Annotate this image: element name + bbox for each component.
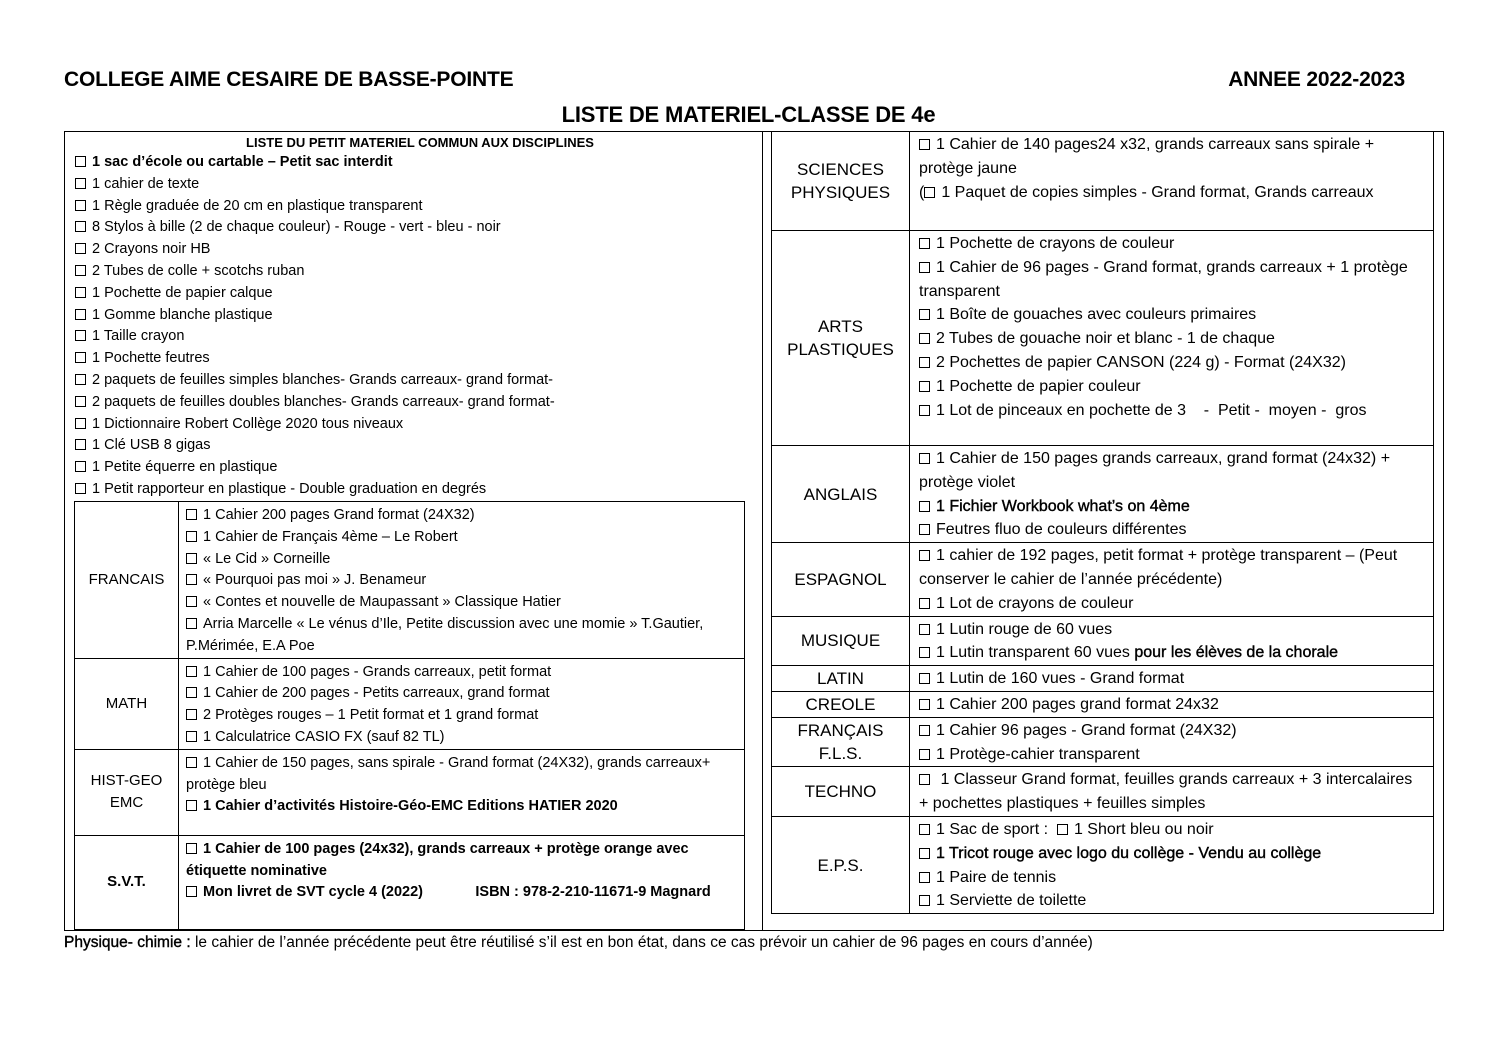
checkbox-icon — [186, 886, 197, 897]
list-item: 1 Cahier de 150 pages, sans spirale - Grand format (24X32), grands carreaux+ protège bleu — [186, 754, 711, 793]
checkbox-icon — [1057, 824, 1068, 835]
list-item: 2 paquets de feuilles doubles blanches- Grands carreaux- grand format- — [75, 392, 755, 414]
checkbox-icon — [75, 374, 86, 385]
checkbox-icon — [75, 221, 86, 232]
checkbox-icon — [75, 330, 86, 341]
checkbox-icon — [186, 709, 197, 720]
school-name: COLLEGE AIME CESAIRE DE BASSE-POINTE — [64, 68, 514, 91]
common-materials-title: LISTE DU PETIT MATERIEL COMMUN AUX DISCIPLINES — [246, 135, 594, 150]
page-title: LISTE DE MATERIEL-CLASSE DE 4e — [561, 102, 936, 127]
list-item: 1 Cahier 200 pages Grand format (24X32) — [186, 505, 738, 527]
footnote — [64, 934, 1093, 952]
list-item: 1 Gomme blanche plastique — [75, 305, 755, 327]
list-item: « Pourquoi pas moi » J. Benameur — [186, 570, 738, 592]
checkbox-icon — [186, 618, 197, 629]
subject-content — [910, 543, 1434, 616]
checkbox-icon — [186, 687, 197, 698]
subject-content — [910, 616, 1434, 666]
list-item: 1 cahier de texte — [75, 174, 755, 196]
subject-arts-plastiques: ARTS PLASTIQUES — [772, 231, 910, 446]
checkbox-icon — [919, 624, 930, 635]
list-item: ( 1 Paquet de copies simples - Grand format, Grands carreaux — [919, 183, 1374, 201]
list-item: 1 Pochette de papier couleur — [919, 375, 1425, 399]
list-item: 1 Serviette de toilette — [919, 889, 1425, 913]
list-item: 2 Crayons noir HB — [75, 239, 755, 261]
subject-content — [910, 691, 1434, 717]
table-row — [75, 749, 745, 835]
list-item: 1 Cahier de Français 4ème – Le Robert — [186, 527, 738, 549]
checkbox-icon — [919, 453, 930, 464]
checkbox-icon — [919, 381, 930, 392]
checkbox-icon — [75, 352, 86, 363]
checkbox-icon — [186, 509, 197, 520]
list-item: 2 paquets de feuilles simples blanches- Grands carreaux- grand format- — [75, 370, 755, 392]
checkbox-icon — [919, 501, 930, 512]
checkbox-icon — [919, 550, 930, 561]
list-item: 1 Cahier 96 pages - Grand format (24X32) — [919, 719, 1425, 743]
list-item: 1 Lot de pinceaux en pochette de 3 - Petit - moyen - gros — [919, 399, 1425, 423]
list-item: 1 Lutin transparent 60 vues pour les élèves de la chorale — [919, 641, 1425, 665]
checkbox-icon — [186, 596, 197, 607]
subject-creole: CREOLE — [772, 691, 910, 717]
checkbox-icon — [924, 187, 935, 198]
subject-content — [179, 658, 745, 749]
list-item: 1 Lutin rouge de 60 vues — [919, 618, 1425, 642]
checkbox-icon — [919, 333, 930, 344]
table-row — [772, 717, 1434, 767]
school-year: ANNEE 2022-2023 — [1228, 68, 1405, 91]
list-item: 1 Cahier de 150 pages grands carreaux, grand format (24x32) + protège violet — [919, 450, 1391, 491]
checkbox-icon — [919, 309, 930, 320]
list-item: 1 Cahier d’activités Histoire-Géo-EMC Editions HATIER 2020 — [186, 796, 738, 818]
checkbox-icon — [186, 757, 197, 768]
checkbox-icon — [75, 461, 86, 472]
subject-content — [179, 502, 745, 659]
subject-content — [910, 446, 1434, 543]
table-row — [772, 231, 1434, 446]
checkbox-icon — [75, 418, 86, 429]
list-item: 1 Boîte de gouaches avec couleurs primaires — [919, 303, 1425, 327]
list-item: « Le Cid » Corneille — [186, 549, 738, 571]
list-item: 1 Protège-cahier transparent — [919, 743, 1425, 767]
list-item: 1 Petite équerre en plastique — [75, 457, 755, 479]
table-row — [75, 502, 745, 659]
subject-content — [910, 666, 1434, 692]
list-item: 1 Pochette feutres — [75, 348, 755, 370]
subject-content — [910, 231, 1434, 446]
checkbox-icon — [919, 824, 930, 835]
list-item: Arria Marcelle « Le vénus d’Ile, Petite discussion avec une momie » T.Gautier, P.Mérimée, E.A Poe — [186, 615, 704, 654]
checkbox-icon — [186, 731, 197, 742]
list-item: 2 Pochettes de papier CANSON (224 g) - Format (24X32) — [919, 351, 1425, 375]
subject-espagnol: ESPAGNOL — [772, 543, 910, 616]
subject-latin: LATIN — [772, 666, 910, 692]
list-item: Mon livret de SVT cycle 4 (2022) ISBN : 978-2-210-11671-9 Magnard — [186, 882, 738, 904]
subject-anglais: ANGLAIS — [772, 446, 910, 543]
checkbox-icon — [919, 848, 930, 859]
subject-content — [910, 816, 1434, 913]
checkbox-icon — [75, 483, 86, 494]
checkbox-icon — [186, 800, 197, 811]
subject-content — [179, 749, 745, 835]
subject-techno: TECHNO — [772, 767, 910, 817]
list-item: 1 Cahier de 200 pages - Petits carreaux, grand format — [186, 683, 738, 705]
checkbox-icon — [919, 895, 930, 906]
list-item: 1 Lot de crayons de couleur — [919, 592, 1425, 616]
subject-sciences-physiques: SCIENCES PHYSIQUES — [772, 132, 910, 231]
list-item: 1 Taille crayon — [75, 326, 755, 348]
list-item: 2 Protèges rouges – 1 Petit format et 1 grand format — [186, 705, 738, 727]
checkbox-icon — [75, 439, 86, 450]
list-item: 1 Règle graduée de 20 cm en plastique transparent — [75, 196, 755, 218]
list-item: 1 Cahier 200 pages grand format 24x32 — [919, 693, 1425, 717]
list-item: 1 Calculatrice CASIO FX (sauf 82 TL) — [186, 727, 738, 749]
checkbox-icon — [186, 574, 197, 585]
column-divider — [762, 131, 763, 931]
table-row — [75, 835, 745, 929]
checkbox-icon — [919, 238, 930, 249]
list-item: 1 Pochette de papier calque — [75, 283, 755, 305]
list-item: 1 sac d’école ou cartable – Petit sac interdit — [75, 152, 755, 174]
list-item: 2 Tubes de gouache noir et blanc - 1 de chaque — [919, 327, 1425, 351]
subject-musique: MUSIQUE — [772, 616, 910, 666]
checkbox-icon — [75, 200, 86, 211]
checkbox-icon — [919, 262, 930, 273]
list-item: 1 Fichier Workbook what’s on 4ème — [919, 495, 1425, 519]
list-item: 2 Tubes de colle + scotchs ruban — [75, 261, 755, 283]
list-item: 1 Cahier de 96 pages - Grand format, grands carreaux + 1 protège transparent — [919, 258, 1408, 300]
checkbox-icon — [919, 749, 930, 760]
list-item: 1 Cahier de 140 pages24 x32, grands carreaux sans spirale + protège jaune — [919, 136, 1375, 177]
table-row — [772, 767, 1434, 817]
subject-francais-fls: FRANÇAIS F.L.S. — [772, 717, 910, 767]
footnote-text: le cahier de l’année précédente peut être réutilisé s’il est en bon état, dans ce cas prévoir un cahier de 96 pages en cours d’année) — [190, 934, 1093, 951]
checkbox-icon — [919, 647, 930, 658]
list-item: Feutres fluo de couleurs différentes — [919, 518, 1425, 542]
table-row — [772, 666, 1434, 692]
table-row — [772, 446, 1434, 543]
checkbox-icon — [75, 287, 86, 298]
subject-svt: S.V.T. — [75, 835, 179, 929]
table-row — [772, 816, 1434, 913]
subject-histgeo: HIST-GEO EMC — [75, 749, 179, 835]
checkbox-icon — [919, 405, 930, 416]
checkbox-icon — [919, 699, 930, 710]
checkbox-icon — [75, 156, 86, 167]
left-subject-table — [74, 501, 745, 930]
list-item: 1 Lutin de 160 vues - Grand format — [919, 667, 1425, 691]
subject-content — [910, 767, 1434, 817]
checkbox-icon — [186, 843, 197, 854]
checkbox-icon — [75, 396, 86, 407]
checkbox-icon — [186, 531, 197, 542]
table-row — [772, 543, 1434, 616]
checkbox-icon — [75, 309, 86, 320]
footnote-label: Physique- chimie : — [64, 934, 191, 951]
table-row — [772, 132, 1434, 231]
checkbox-icon — [75, 178, 86, 189]
checkbox-icon — [919, 598, 930, 609]
list-item: 1 Tricot rouge avec logo du collège - Vendu au collège — [919, 842, 1425, 866]
list-item: 1 Paire de tennis — [919, 866, 1425, 890]
table-row — [772, 691, 1434, 717]
common-materials — [75, 134, 755, 501]
checkbox-icon — [919, 357, 930, 368]
checkbox-icon — [919, 872, 930, 883]
checkbox-icon — [75, 265, 86, 276]
checkbox-icon — [919, 139, 930, 150]
list-item: 1 Dictionnaire Robert Collège 2020 tous niveaux — [75, 414, 755, 436]
list-item: 1 Sac de sport : 1 Short bleu ou noir — [919, 818, 1425, 842]
list-item: 1 Petit rapporteur en plastique - Double graduation en degrés — [75, 479, 755, 501]
checkbox-icon — [75, 243, 86, 254]
list-item: « Contes et nouvelle de Maupassant » Classique Hatier — [186, 592, 738, 614]
subject-content — [910, 132, 1434, 231]
checkbox-icon — [919, 725, 930, 736]
subject-francais: FRANCAIS — [75, 502, 179, 659]
list-item: 1 Cahier de 100 pages (24x32), grands carreaux + protège orange avec étiquette nominative — [186, 840, 689, 879]
subject-math: MATH — [75, 658, 179, 749]
list-item: 8 Stylos à bille (2 de chaque couleur) - Rouge - vert - bleu - noir — [75, 217, 755, 239]
list-item: 1 Clé USB 8 gigas — [75, 435, 755, 457]
list-item: 1 cahier de 192 pages, petit format + protège transparent – (Peut conserver le cahier de l’année précédente) — [919, 547, 1398, 588]
checkbox-icon — [919, 673, 930, 684]
checkbox-icon — [186, 553, 197, 564]
checkbox-icon — [919, 524, 930, 535]
list-item: 1 Cahier de 100 pages - Grands carreaux, petit format — [186, 662, 738, 684]
table-row — [772, 616, 1434, 666]
subject-content — [910, 717, 1434, 767]
table-row — [75, 658, 745, 749]
list-item: 1 Pochette de crayons de couleur — [919, 232, 1425, 256]
checkbox-icon — [186, 666, 197, 677]
list-item: 1 Classeur Grand format, feuilles grands carreaux + 3 intercalaires + pochettes plastiques + feuilles simples — [919, 771, 1413, 813]
subject-content — [179, 835, 745, 929]
subject-eps: E.P.S. — [772, 816, 910, 913]
right-subject-table — [771, 131, 1434, 914]
checkbox-icon — [919, 774, 930, 785]
